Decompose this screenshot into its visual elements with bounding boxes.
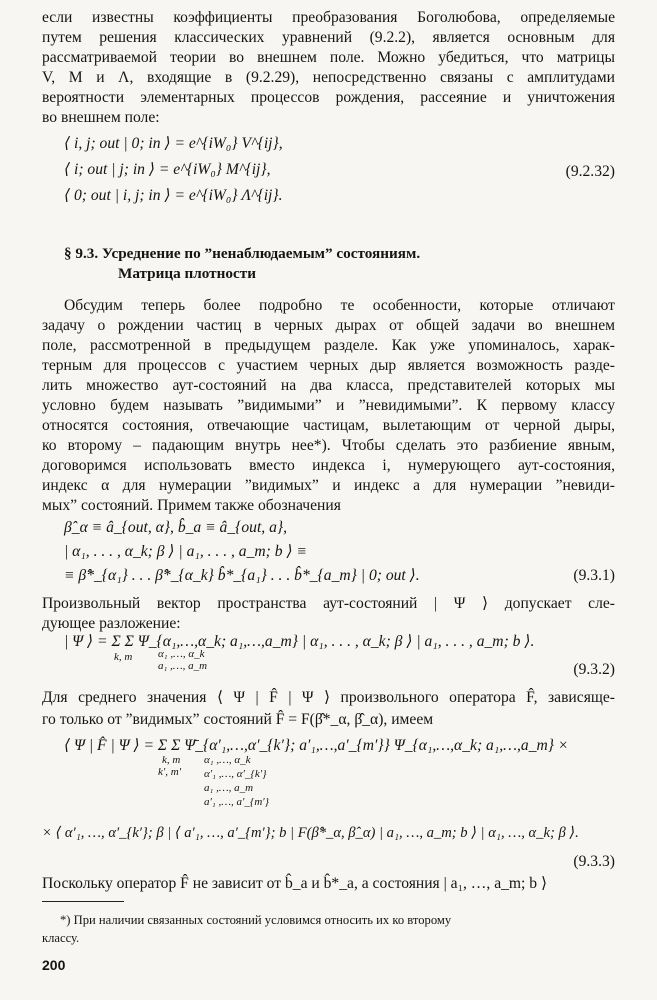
- sum-index: k, m: [162, 754, 181, 766]
- equation-line: ⟨ i, j; out | 0; in ⟩ = e^{iW₀} V^{ij},: [64, 135, 283, 152]
- text-line: вероятности элементарных процессов рождения, рассеяние и уничтожения: [42, 89, 615, 106]
- text-line: Произвольный вектор пространства аут-состояний | Ψ ⟩ допускает сле-: [42, 595, 615, 612]
- text-line: рассматриваемой теории во внешнем поле. Можно убедиться, что матрицы: [42, 49, 615, 66]
- equation-line: ⟨ 0; out | i, j; in ⟩ = e^{iW₀} Λ^{ij}.: [64, 187, 283, 204]
- equation-line: × ⟨ α′₁, …, α′_{k′}; β | ⟨ a′₁, …, a′_{m′}; b | F(β̂*_α, β̂_α) | a₁, …, a_m; b ⟩ | α₁, …, α_k; β ⟩.: [42, 825, 579, 841]
- text-line: условно будем называть ”видимыми” и ”невидимыми”. К первому классу: [42, 397, 615, 414]
- text-line: поле, рассмотренной в предыдущем разделе. Как уже упоминалось, харак-: [42, 337, 615, 354]
- sum-index: a₁ ,…, a_m: [158, 660, 208, 672]
- section-heading: § 9.3. Усреднение по ”ненаблюдаемым” состояниям.: [64, 245, 421, 262]
- sum-index: k, m: [114, 651, 133, 663]
- text-line: индекс α для нумерации ”видимых” и индекс a для нумерации ”невиди-: [42, 477, 615, 494]
- page-number: 200: [42, 957, 66, 973]
- equation-number: (9.3.3): [573, 853, 615, 870]
- text-line: го только от ”видимых” состояний F̂ = F(β̂*_α, β̂_α), имеем: [42, 711, 434, 728]
- text-line: мых” состояний. Примем также обозначения: [42, 497, 341, 514]
- equation-line: ≡ β̂*_{α₁} . . . β̂*_{α_k} b̂*_{a₁} . . . b̂*_{a_m} | 0; out ⟩.: [64, 567, 420, 584]
- text-line: лить множество аут-состояний на два класса, представителей которых мы: [42, 377, 615, 394]
- sum-index: a′₁ ,…, a′_{m′}: [204, 796, 270, 808]
- text-line: договоримся использовать вместо индекса i, нумерующего аут-состояния,: [42, 457, 615, 474]
- text-line: Обсудим теперь более подробно те особенности, которые отличают: [64, 297, 615, 314]
- equation-number: (9.3.1): [573, 567, 615, 584]
- text-line: если известны коэффициенты преобразования Боголюбова, определяемые: [42, 9, 615, 26]
- equation-line: | Ψ ⟩ = Σ Σ Ψ_{α₁,…,α_k; a₁,…,a_m} | α₁, . . . , α_k; β ⟩ | a₁, . . . , a_m; b ⟩.: [64, 633, 535, 650]
- sum-index: α′₁ ,…, α′_{k′}: [204, 768, 267, 780]
- footnote: *) При наличии связанных состояний условимся относить их ко второму: [60, 913, 452, 927]
- footnote-rule: [42, 901, 124, 902]
- equation-line: | α₁, . . . , α_k; β ⟩ | a₁, . . . , a_m; b ⟩ ≡: [64, 543, 307, 560]
- sum-index: α₁ ,…, α_k: [204, 754, 251, 766]
- text-line: дующее разложение:: [42, 615, 181, 632]
- text-line: во внешнем поле:: [42, 109, 160, 126]
- sum-index: k′, m′: [158, 766, 182, 778]
- equation-number: (9.2.32): [565, 163, 615, 180]
- text-line: задачу о рождении частиц в черных дырах от общей задачи во внешнем: [42, 317, 615, 334]
- text-line: путем решения классических уравнений (9.2.2), является основным для: [42, 29, 615, 46]
- text-line: V, M и Λ, входящие в (9.2.29), непосредственно связаны с амплитудами: [42, 69, 615, 86]
- equation-line: ⟨ Ψ | F̂ | Ψ ⟩ = Σ Σ Ψ̄_{α′₁,…,α′_{k′}; a′₁,…,a′_{m′}} Ψ_{α₁,…,α_k; a₁,…,a_m} ×: [64, 737, 569, 754]
- equation-line: ⟨ i; out | j; in ⟩ = e^{iW₀} M^{ij},: [64, 161, 271, 178]
- text-line: относятся состояния, отвечающие частицам, вылетающим от черной дыры,: [42, 417, 615, 434]
- equation-number: (9.3.2): [573, 661, 615, 678]
- text-line: Для среднего значения ⟨ Ψ | F̂ | Ψ ⟩ произвольного оператора F̂, зависяще-: [42, 689, 615, 706]
- footnote: классу.: [42, 931, 80, 945]
- sum-index: α₁ ,…, α_k: [158, 648, 205, 660]
- sum-index: a₁ ,…, a_m: [204, 782, 254, 794]
- text-line: Поскольку оператор F̂ не зависит от b̂_a и b̂*_a, а состояния | a₁, …, a_m; b ⟩: [42, 875, 548, 892]
- text-line: терным для процессов с участием черных дыр является возможность разде-: [42, 357, 615, 374]
- equation-line: β̂_α ≡ â_{out, α}, b̂_a ≡ â_{out, a},: [64, 519, 288, 536]
- section-heading-subtitle: Матрица плотности: [118, 265, 256, 282]
- text-line: ко второму – падающим внутрь нее*). Чтобы сделать это разбиение явным,: [42, 437, 615, 454]
